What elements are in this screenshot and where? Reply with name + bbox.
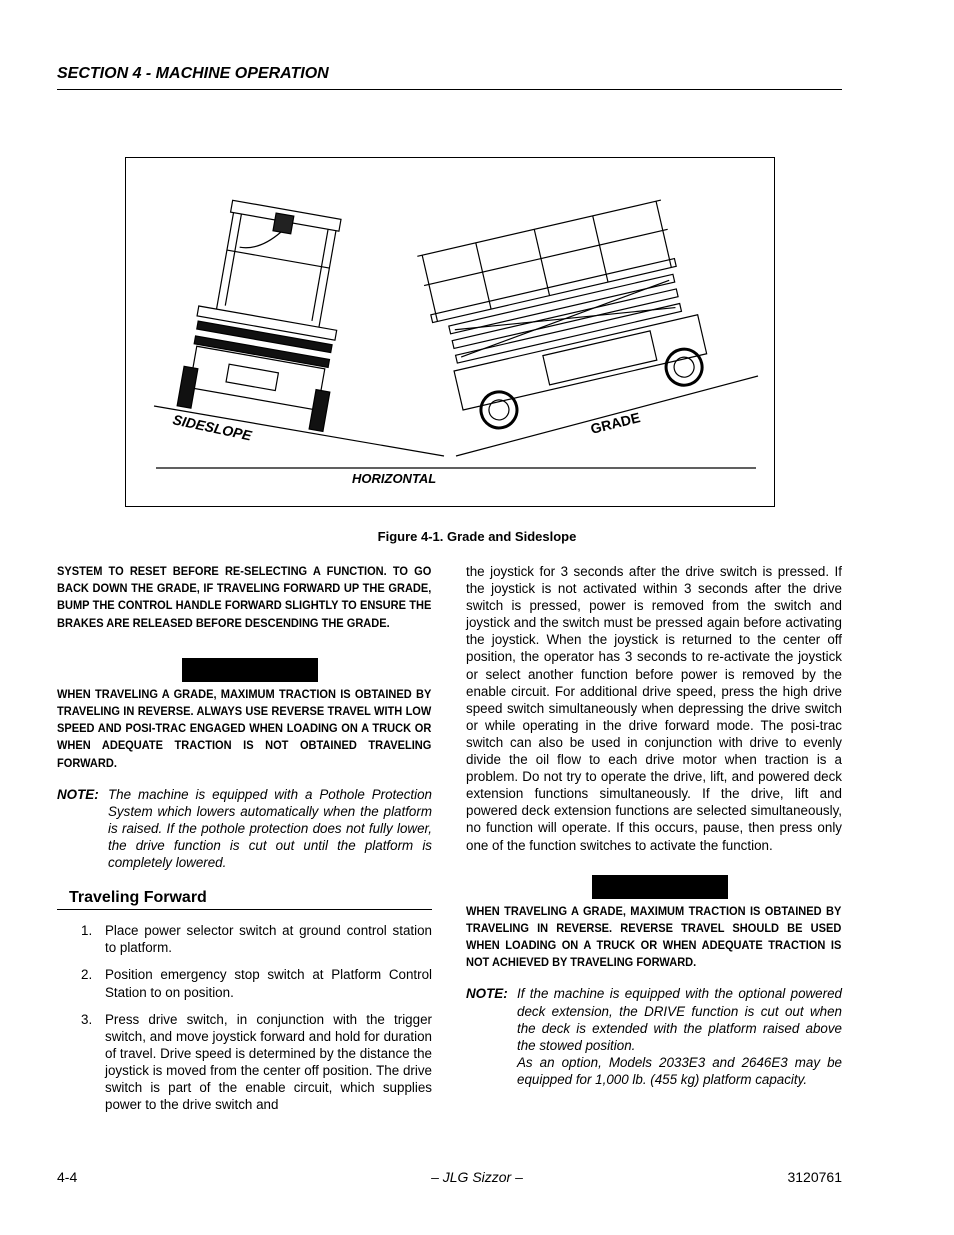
list-item <box>57 922 432 956</box>
step-text: Position emergency stop switch at Platform Control Station to on position. <box>105 967 432 1000</box>
left-column <box>57 563 432 1123</box>
note-label: NOTE: <box>57 786 99 802</box>
caution-banner <box>592 875 728 899</box>
caution-text: WHEN TRAVELING A GRADE, MAXIMUM TRACTION IS OBTAINED BY TRAVELING IN REVERSE. ALWAYS USE REVERSE TRAVEL WITH LOW SPEED AND POSI-TRAC ENGAGED WHEN LOADING ON A TRUCK OR WHEN ADEQUATE TRACTION IS NOT OBTAINED TRAVELING FORWARD. <box>57 686 432 770</box>
section-title: SECTION 4 - MACHINE OPERATION <box>57 65 329 82</box>
footer-title: – JLG Sizzor – <box>431 1169 523 1185</box>
step-number: 1. <box>81 923 93 939</box>
note-pothole <box>57 786 432 871</box>
body-paragraph: the joystick for 3 seconds after the drive switch is pressed. If the joystick is not activated within 3 seconds after the drive switch is pressed, power is removed from the switch and joystick and the switch must be pressed again before activating the joystick. When the joystick is returned to the center off position, the operator has 3 seconds to re-activate the joystick or select another function before power is removed by the enable circuit. For additional drive speed, press the high drive speed switch simultaneously when depressing the drive switch or while operating in the drive forward mode. The posi-trac switch can also be used in conjunction with drive to evenly divide the oil flow to each drive motor when traction is a problem. Do not try to operate the drive, lift, and powered deck extension functions simultaneously. If the drive, lift and powered deck extension functions are selected simultaneously, no function will operate. If this occurs, pause, then press only one of the function switches to activate the function. <box>466 564 842 853</box>
step-number: 3. <box>81 1011 93 1027</box>
page-number: 4-4 <box>57 1169 78 1185</box>
right-column <box>466 563 842 1088</box>
note-text: If the machine is equipped with the optional powered deck extension, the DRIVE function is cut out when the deck is extended with the platform raised above the stowed position. <box>517 986 842 1053</box>
note-text: As an option, Models 2033E3 and 2646E3 may be equipped for 1,000 lb. (455 kg) platform capacity. <box>517 1054 842 1087</box>
caution-text: WHEN TRAVELING A GRADE, MAXIMUM TRACTION IS OBTAINED BY TRAVELING IN REVERSE. REVERSE TRAVEL SHOULD BE USED WHEN LOADING ON A TRUCK OR WHEN ADEQUATE TRACTION IS NOT ACHIEVED BY TRAVELING FORWARD. <box>466 903 842 970</box>
warning-continued: SYSTEM TO RESET BEFORE RE-SELECTING A FUNCTION. TO GO BACK DOWN THE GRADE, IF TRAVELING FORWARD UP THE GRADE, BUMP THE CONTROL HANDLE FORWARD SLIGHTLY TO ENSURE THE BRAKES ARE RELEASED BEFORE DESCENDING THE GRADE. <box>57 564 432 630</box>
grade-machine <box>417 198 712 438</box>
steps-list <box>57 922 432 1113</box>
section-heading: Traveling Forward <box>57 889 432 910</box>
grade-label: GRADE <box>588 409 642 437</box>
step-text: Place power selector switch at ground control station to platform. <box>105 923 432 956</box>
figure-grade-sideslope <box>125 157 775 507</box>
horizontal-label: HORIZONTAL <box>352 471 437 486</box>
sideslope-label: SIDESLOPE <box>171 411 254 444</box>
note-body <box>517 985 842 1088</box>
caution-banner <box>182 658 318 682</box>
figure-caption: Figure 4-1. Grade and Sideslope <box>377 529 577 544</box>
step-text: Press drive switch, in conjunction with the trigger switch, and move joystick forward and hold for duration of travel. Drive speed is determined by the distance the joystick is moved from the center off position. The drive switch is part of the enable circuit, which supplies power to the drive switch and <box>105 1011 432 1113</box>
figure-illustration <box>126 158 774 506</box>
header-rule <box>57 89 842 90</box>
step-number: 2. <box>81 967 93 983</box>
note-text: The machine is equipped with a Pothole Protection System which lowers automatically when the platform is raised. If the pothole protection does not fully lower, the drive function is cut out until the platform is completely lowered. <box>108 786 432 871</box>
list-item <box>57 966 432 1000</box>
list-item <box>57 1011 432 1114</box>
note-label: NOTE: <box>466 986 508 1002</box>
note-deck-extension <box>466 985 842 1088</box>
sideslope-machine <box>177 197 360 431</box>
document-number: 3120761 <box>787 1169 842 1185</box>
